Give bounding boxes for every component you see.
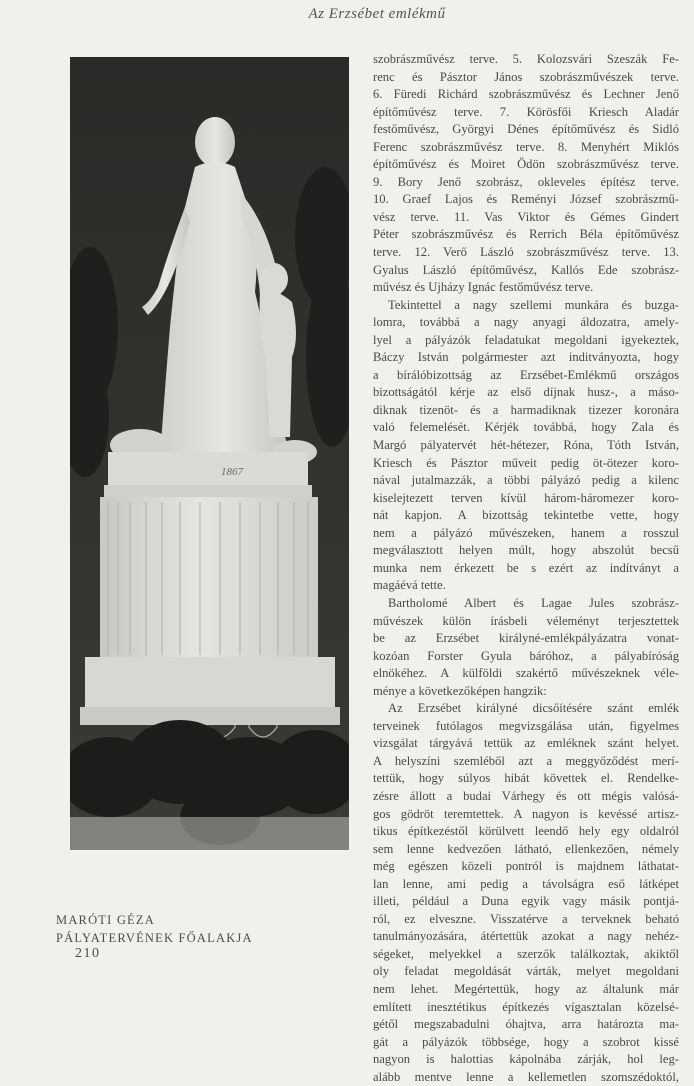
text-line: terve. 12. Verő László szobrászművész terve. 13. [373, 245, 679, 260]
statue-photograph [70, 57, 349, 850]
text-line: szobrászművész terve. 5. Kolozsvári Szeszák Fe- [373, 52, 679, 66]
caption-line: PÁLYATERVÉNEK FŐALAKJA [56, 931, 253, 945]
text-line: vész terve. 11. Vas Viktor és Gémes Gindert [373, 209, 679, 224]
text-line: a bírálóbizottság az Erzsébet-Emlékmű országos [373, 367, 679, 382]
text-line: be az Erzsébet királyné-emlékpályázatra vonat- [373, 631, 679, 646]
text-line: festőművész, Györgyi Dénes építőművész és Sidló [373, 122, 679, 137]
text-line: tikus építkezéstől körülvett leendő hely egy oldalról [373, 824, 679, 839]
text-line: Ferenc szobrászművész terve. 8. Menyhért Miklós [373, 139, 679, 154]
text-line: zésre állott a budai Várhegy és ott mégis valósá- [373, 788, 679, 803]
text-line: munka nem érkezett be s ezért az indítványt a [373, 560, 679, 575]
paragraph [373, 595, 679, 700]
text-line: tanulmányozására, átértettük azokat a nagy nehéz- [373, 929, 679, 944]
text-line: kozóan Forster Gyula báróhoz, a pályabíróság [373, 648, 679, 663]
text-line: sem lenne kedvezően látható, ellenkezően, némely [373, 841, 679, 856]
text-line: megválasztott helyen múlt, hogy abszolút becsű [373, 543, 679, 558]
body-text-column [373, 51, 679, 1086]
text-line: művész és Ujházy Ignác festőművész terve. [373, 280, 594, 295]
text-line: építőművész és Moiret Ödön szobrászművész terve. [373, 157, 679, 172]
text-line: elnökéhez. A külföldi szakértő művészeknek véle- [373, 666, 679, 681]
page-number: 210 [75, 946, 101, 961]
text-line: Kriesch és Pásztor műveit pedig öt-ötezer koro- [373, 455, 679, 470]
text-line: nagyon is halottias kápolnába zárják, hol leg- [373, 1052, 679, 1067]
text-line: 9. Bory Jenő szobrász, okleveles építész terve. [373, 174, 679, 189]
text-line: A helyszíni szemléből azt a meggyőződést merí- [373, 753, 679, 768]
text-line: diknak tizenöt- és a harmadiknak tizezer koronára [373, 402, 679, 417]
text-line: művészek külön írásbeli véleményt terjesztettek [373, 613, 679, 628]
figure-caption [56, 911, 253, 947]
pedestal-column [100, 497, 318, 657]
text-line: gos gödröt teremtettek. A nagyon is kevéssé artisz- [373, 806, 679, 821]
text-line: említett inesztétikus építkezés vígasztalan közelsé- [373, 999, 679, 1014]
text-line: 6. Füredi Richárd szobrászművész és Lechner Jenő [373, 87, 679, 102]
text-line: építőművész terve. 7. Körösfői Kriesch Aladár [373, 104, 679, 119]
text-line: nem lehet. Megértettük, hogy az általunk már [373, 981, 679, 996]
text-line: oly feladat megoldását várták, melyet megoldani [373, 964, 679, 979]
text-line: renc és Pásztor János szobrászművészek terve. [373, 69, 679, 84]
text-line: lyel a pályázók feladatukat megoldani igyekeztek, [373, 332, 679, 347]
text-line: ról, ez elveszne. Visszatérve a terveknek beható [373, 911, 679, 926]
text-line: Péter szobrászművész és Rerrich Béla építőművész [373, 227, 679, 242]
text-line: Margó pályatervét hét-hétezer, Róna, Tóth István, [373, 438, 679, 453]
text-line: alább mentve lenne a kellemetlen szomszédoktól, [373, 1069, 679, 1084]
ground-step [70, 817, 349, 850]
text-line: ménye a következőképen hangzik: [373, 683, 547, 698]
text-line: nem a pályázó művészeken, hanem a rosszul [373, 525, 679, 540]
running-title: Az Erzsébet emlékmű [308, 6, 446, 22]
text-line: Báczy István polgármester azt inditványozta, hogy [373, 350, 679, 365]
text-line: illeti, például a Duna egyik vagy másik pontjá- [373, 894, 679, 909]
text-line: gát a pályázók többsége, hogy a szobrot kissé [373, 1034, 679, 1049]
text-line: még egészen közeli pontról is majdnem láthatat- [373, 859, 679, 874]
paragraph [373, 51, 679, 297]
text-line: Gyalus László építőművész, Kallós Ede szobrász- [373, 262, 679, 277]
caption-line: MARÓTI GÉZA [56, 913, 155, 927]
text-line: Az Erzsébet királyné dicsőítésére szánt emlék [388, 701, 679, 716]
text-line: Bartholomé Albert és Lagae Jules szobrász- [388, 595, 679, 610]
paragraph [373, 700, 679, 1086]
text-line: magáévá tette. [373, 578, 446, 593]
text-line: Tekintettel a nagy szellemi munkára és buzga- [388, 297, 679, 312]
paragraph [373, 297, 679, 595]
pedestal-inscription: 1867 [221, 466, 243, 478]
text-line: lomra, továbbá a nagy anyagi áldozatra, amely- [373, 315, 679, 330]
text-line: nát kapjon. A bizottság tekintetbe vette, hogy [373, 508, 679, 523]
text-line: tettük, hogy súlyos hibát követtek el. Rendelke- [373, 771, 679, 786]
text-line: nával jutalmazzák, a többi pályázó pedig a kilenc [373, 473, 679, 488]
text-line: gétől megszabadulni óhajtva, arra határozta ma- [373, 1017, 679, 1032]
text-line: terveinek futólagos megvizsgálása után, figyelmes [373, 718, 679, 733]
text-line: ségeket, melyekkel a szerzők találkoztak, akiktől [373, 946, 679, 961]
text-line: való felemelését. Kérjék továbbá, hogy Zala és [373, 420, 679, 435]
text-line: bizottságától kérje az első díjnak husz-, a máso- [373, 385, 679, 400]
text-line: vizsgálat tárgyává tettük az emléknek szánt helyet. [373, 736, 679, 751]
text-line: 10. Graef Lajos és Reményi József szobrászmű- [373, 192, 679, 207]
text-line: kiselejtezett terven kívül három-háromezer koro- [373, 490, 679, 505]
text-line: lan lenne, ami pedig a távolságra eső látképet [373, 876, 679, 891]
